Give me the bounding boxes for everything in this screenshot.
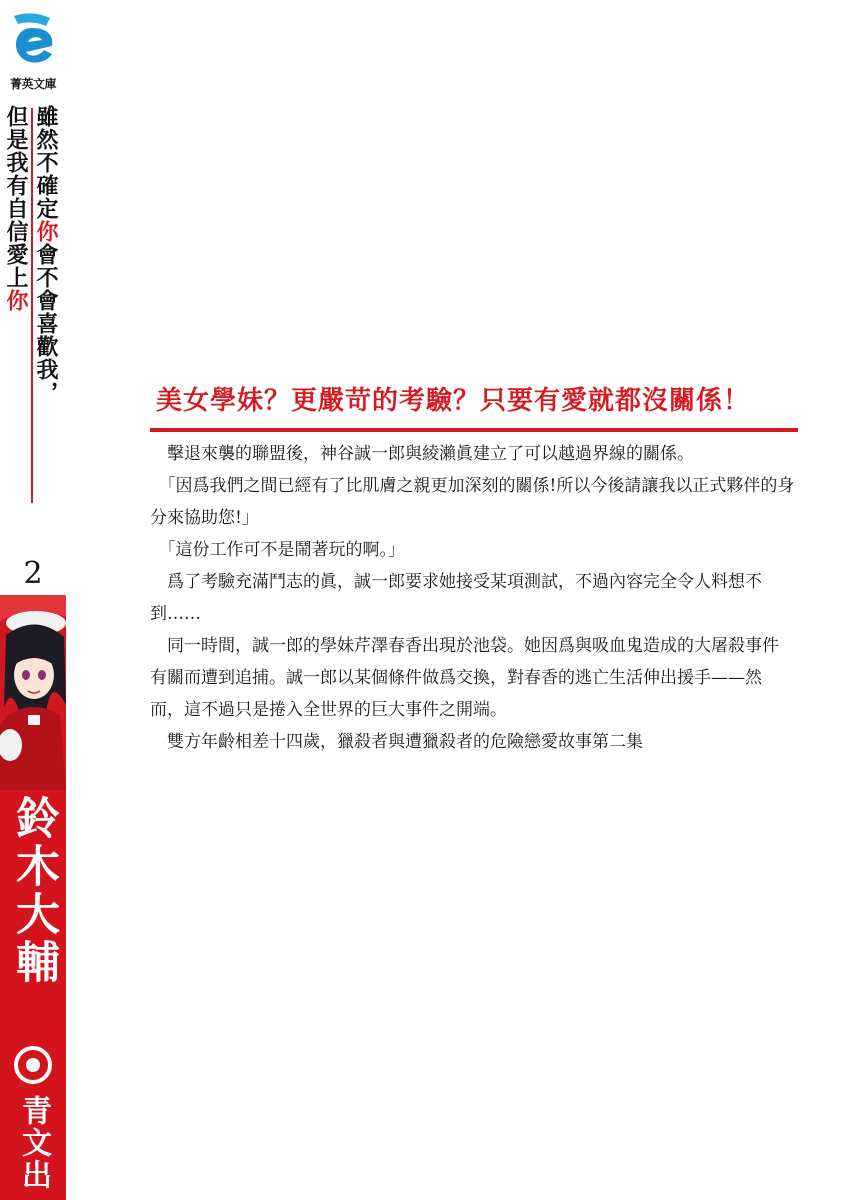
blurb-headline: 美女學妹？更嚴苛的考驗？只要有愛就都沒關係！ (156, 386, 751, 416)
book-spine (0, 0, 66, 1200)
blurb-paragraph: 「因爲我們之間已經有了比肌膚之親更加深刻的關係!所以今後請讓我以正式夥伴的身分來協助您!」 (150, 476, 795, 528)
blurb-paragraph: 雙方年齡相差十四歲，獵殺者與遭獵殺者的危險戀愛故事第二集 (167, 732, 643, 752)
blurb-body (150, 438, 795, 758)
spine-title-line-2: 但是我有自信愛上你 (3, 105, 29, 312)
blurb-paragraph: 「這份工作可不是鬧著玩的啊。」 (158, 540, 405, 560)
blurb-paragraph: 擊退來襲的聯盟後，神谷誠一郎與綾瀨眞建立了可以越過界線的關係。 (167, 444, 694, 464)
imprint-name: 菁英文庫 (9, 77, 56, 91)
spine-character-illustration (0, 595, 66, 790)
imprint-logo-icon (6, 10, 58, 68)
blurb-paragraph: 同一時間，誠一郎的學妹芹澤春香出現於池袋。她因爲與吸血鬼造成的大屠殺事件有關而遭到追捕。誠一郎以某個條件做爲交換，對春香的逃亡生活伸出援手——然而，這不過只是捲入全世界的巨大事件之開端。 (150, 636, 779, 720)
volume-number: 2 (23, 556, 43, 591)
author-name: 鈴木大輔 (8, 795, 59, 987)
spine-title-line-1: 雖然不確定你會不會喜歡我， (33, 105, 59, 404)
headline-underline (150, 428, 798, 432)
publisher-logo-icon (13, 1045, 53, 1085)
publisher-name: 青文出 (16, 1094, 51, 1191)
blurb-paragraph: 爲了考驗充滿鬥志的眞，誠一郎要求她接受某項測試，不過內容完全令人料想不到…… (150, 572, 762, 624)
